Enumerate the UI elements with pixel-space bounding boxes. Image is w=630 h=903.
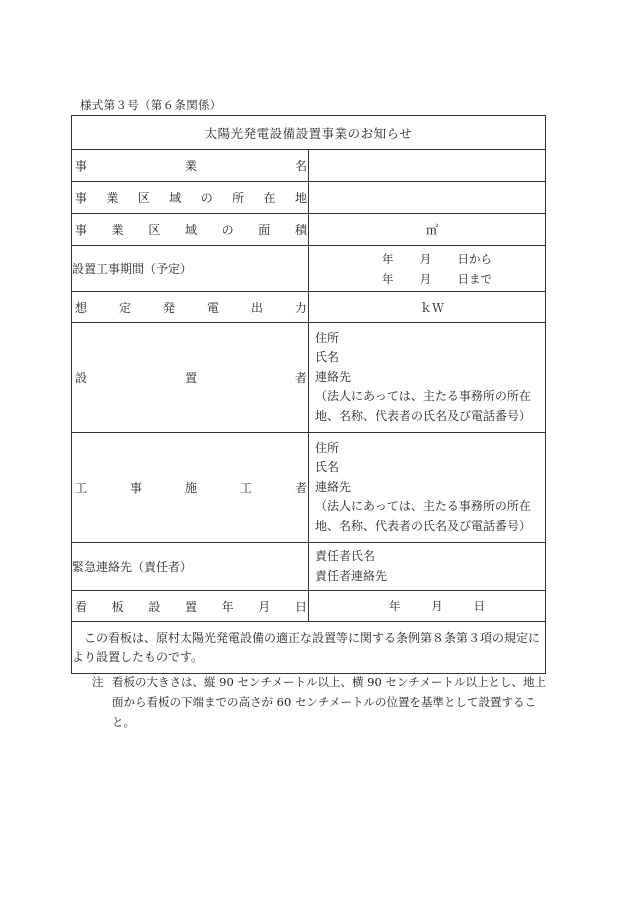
label-char: 面 xyxy=(258,223,271,237)
label-char: 工 xyxy=(239,481,252,495)
label-signboard-date xyxy=(72,591,309,622)
row-installer xyxy=(72,323,546,433)
label-char: の xyxy=(221,223,234,237)
responsible-person-name: 責任者氏名 xyxy=(315,549,376,563)
responsible-person-contact: 責任者連絡先 xyxy=(315,568,388,583)
label-char: 工 xyxy=(75,481,88,495)
label-char: 域 xyxy=(169,191,182,205)
label-char: 発 xyxy=(162,300,175,315)
label-char: 在 xyxy=(263,191,276,205)
footnote-text: 看板の大きさは、縦 90 センチメートル以上、横 90 センチメートル以上とし、地上面から看板の下端までの高さが 60 センチメートルの位置を基準として設置すること。 xyxy=(112,675,546,729)
label-char: 者 xyxy=(294,371,307,385)
period-month: 月 xyxy=(419,271,432,286)
notice-cell xyxy=(72,622,546,674)
label-char: 日 xyxy=(294,599,307,614)
row-location xyxy=(72,182,546,214)
label-char: 電 xyxy=(206,300,219,315)
installer-name: 氏名 xyxy=(315,350,340,365)
field-project-name[interactable] xyxy=(309,150,546,182)
field-output[interactable] xyxy=(309,292,546,323)
notice-form-table xyxy=(71,115,546,674)
label-char: 業 xyxy=(106,191,119,205)
label-char: 定 xyxy=(118,300,131,315)
label-char: 積 xyxy=(294,223,307,237)
title-row xyxy=(72,116,546,150)
contractor-contact: 連絡先 xyxy=(315,479,352,494)
signboard-day: 日 xyxy=(473,599,485,613)
row-project-name xyxy=(72,150,546,182)
footnote xyxy=(92,672,552,732)
label-area xyxy=(72,214,309,246)
label-char: 年 xyxy=(221,599,234,614)
row-signboard-date xyxy=(72,591,546,622)
field-area[interactable] xyxy=(309,214,546,246)
label-char: 置 xyxy=(184,599,197,614)
field-installer[interactable] xyxy=(309,323,546,433)
label-char: 区 xyxy=(137,191,150,205)
row-area xyxy=(72,214,546,246)
label-char: 月 xyxy=(258,599,271,614)
label-contractor xyxy=(72,433,309,543)
label-char: 事 xyxy=(129,481,142,495)
label-char: 設 xyxy=(75,371,88,385)
period-end xyxy=(382,271,492,287)
label-output xyxy=(72,292,309,323)
installer-contact: 連絡先 xyxy=(315,369,352,384)
label-emergency: 緊急連絡先（責任者） xyxy=(72,543,309,591)
label-char: 業 xyxy=(111,223,124,237)
row-contractor xyxy=(72,433,546,543)
signboard-date-line xyxy=(389,598,485,614)
field-contractor[interactable] xyxy=(309,433,546,543)
period-year: 年 xyxy=(382,251,394,266)
row-output xyxy=(72,292,546,323)
row-period xyxy=(72,246,546,292)
output-unit: ｋＷ xyxy=(419,300,444,315)
field-emergency[interactable] xyxy=(309,543,546,591)
row-notice xyxy=(72,622,546,674)
form-title: 太陽光発電設備設置事業のお知らせ xyxy=(72,116,546,150)
label-location xyxy=(72,182,309,214)
contractor-address: 住所 xyxy=(315,440,340,455)
label-char: 力 xyxy=(294,300,307,315)
notice-text: この看板は、原村太陽光発電設備の適正な設置等に関する条例第８条第３項の規定により設置したものです。 xyxy=(72,630,541,664)
label-char: 板 xyxy=(111,599,124,614)
label-char: 事 xyxy=(75,223,88,237)
label-char: 設 xyxy=(148,599,161,614)
period-day-from: 日から xyxy=(457,251,492,266)
area-unit: ㎡ xyxy=(425,223,438,237)
label-char: 者 xyxy=(294,481,307,495)
period-day-to: 日まで xyxy=(457,271,492,286)
label-char: 看 xyxy=(75,599,88,614)
label-char: 事 xyxy=(75,191,88,205)
label-char: 施 xyxy=(184,481,197,495)
field-signboard-date[interactable] xyxy=(309,591,546,622)
label-char: 想 xyxy=(75,300,88,315)
footnote-mark: 注 xyxy=(92,675,104,689)
label-period: 設置工事期間（予定） xyxy=(72,246,309,292)
label-char: 域 xyxy=(184,223,197,237)
contractor-corporate-note: （法人にあっては、主たる事務所の所在地、名称、代表者の氏名及び電話番号） xyxy=(315,499,532,533)
field-period[interactable] xyxy=(309,246,546,292)
label-char: 事 xyxy=(75,159,88,173)
period-year: 年 xyxy=(382,271,394,286)
label-char: 置 xyxy=(184,371,197,385)
label-char: の xyxy=(200,191,213,205)
period-month: 月 xyxy=(419,251,432,266)
label-char: 所 xyxy=(232,191,245,205)
installer-address: 住所 xyxy=(315,330,340,345)
label-project-name xyxy=(72,150,309,182)
label-char: 地 xyxy=(294,191,307,205)
signboard-month: 月 xyxy=(431,599,443,613)
contractor-name: 氏名 xyxy=(315,460,340,475)
row-emergency xyxy=(72,543,546,591)
label-char: 出 xyxy=(250,300,263,315)
period-start xyxy=(382,251,492,267)
label-installer xyxy=(72,323,309,433)
field-location[interactable] xyxy=(309,182,546,214)
label-char: 区 xyxy=(148,223,161,237)
signboard-year: 年 xyxy=(389,599,401,613)
label-char: 業 xyxy=(184,159,197,173)
label-char: 名 xyxy=(294,159,307,173)
form-number: 様式第３号（第６条関係） xyxy=(80,98,222,112)
installer-corporate-note: （法人にあっては、主たる事務所の所在地、名称、代表者の氏名及び電話番号） xyxy=(315,389,532,423)
